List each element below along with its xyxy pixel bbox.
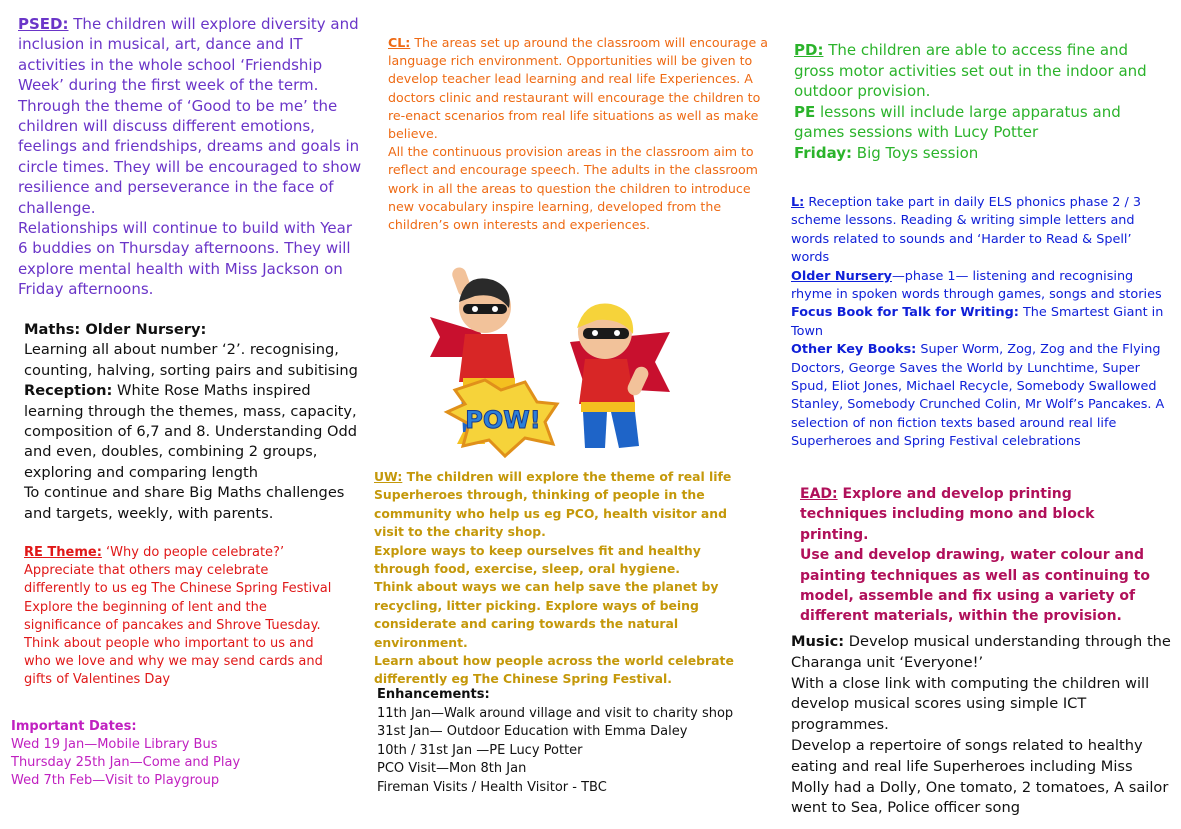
dates-heading: Important Dates: (11, 719, 137, 734)
re-section (24, 544, 334, 690)
re-line: Appreciate that others may celebrate differently to us eg The Chinese Spring Festival (24, 563, 332, 597)
pow-text: POW! (465, 406, 541, 434)
important-dates-section (11, 718, 271, 790)
psed-heading: PSED: (18, 15, 69, 33)
cl-heading: CL: (388, 35, 411, 50)
music-paragraph-1 (791, 632, 1171, 674)
psed-section (18, 14, 363, 300)
maths-section (24, 320, 359, 524)
re-heading: RE Theme: (24, 545, 102, 560)
literacy-paragraph-1 (791, 194, 1171, 268)
maths-extra-text: To continue and share Big Maths challenges and targets, weekly, with parents. (24, 484, 345, 522)
uw-text-1: The children will explore the theme of real life Superheroes through, thinking of people in the community who help us eg PCO, health visitor and visit to the charity shop. (374, 469, 732, 540)
cl-text-1: The areas set up around the classroom will encourage a language rich environment. Opportunities will be given to develop teacher lead learning and real life Experiences. A doctors clinic and restaurant will encourage the children to re-enact scenarios from real life situations as well as make believe. (388, 35, 768, 142)
re-title-line (24, 544, 334, 562)
ead-paragraph-1 (800, 484, 1160, 545)
music-text-3: Develop a repertoire of songs related to healthy eating and real life Superheroes including Miss Molly had a Dolly, One tomato, 2 tomatoes, A sailor went to Sea, Police officer song (791, 736, 1169, 817)
uw-text-3: Think about ways we can help save the planet by recycling, litter picking. Explore ways of being considerate and caring towards the natural environment. (374, 579, 719, 650)
literacy-focus-paragraph (791, 304, 1171, 341)
literacy-books-paragraph (791, 341, 1171, 451)
re-line: Think about people who important to us and who we love and why we may send cards and gifts of Valentines Day (24, 636, 323, 688)
music-text-2: With a close link with computing the children will develop musical scores using simple ICT programmes. (791, 674, 1150, 734)
enhancement-item: PCO Visit—Mon 8th Jan (377, 761, 527, 777)
maths-reception-label: Reception: (24, 382, 113, 400)
date-item: Wed 7th Feb—Visit to Playgroup (11, 773, 220, 788)
literacy-heading: L: (791, 195, 805, 210)
maths-nursery-text: Learning all about number ‘2’. recognising, counting, halving, sorting pairs and subitising (24, 341, 358, 379)
music-section (791, 632, 1171, 819)
date-item: Wed 19 Jan—Mobile Library Bus (11, 737, 218, 752)
ead-heading: EAD: (800, 486, 838, 502)
psed-paragraph-1 (18, 14, 363, 218)
ead-text-1: Explore and develop printing techniques including mono and block printing. (800, 486, 1095, 543)
cl-text-2: All the continuous provision areas in the classroom aim to reflect and encourage speech. The adults in the classroom work in all the areas to question the children to introduce new vocabulary inspire learning, developed from the children’s own interests and experiences. (388, 144, 758, 233)
ead-section (800, 484, 1160, 627)
enhancements-heading: Enhancements: (377, 687, 490, 702)
re-question: ‘Why do people celebrate?’ (101, 545, 285, 560)
maths-reception-paragraph (24, 381, 359, 483)
pd-heading: PD: (794, 41, 824, 59)
re-line: Explore the beginning of lent and the significance of pancakes and Shrove Tuesday. (24, 599, 321, 633)
psed-text-2: Relationships will continue to build with Year 6 buddies on Thursday afternoons. They will explore mental health with Miss Jackson on Friday afternoons. (18, 219, 353, 299)
pd-friday-paragraph (794, 143, 1164, 164)
music-heading: Music: (791, 633, 845, 650)
literacy-text-1: Reception take part in daily ELS phonics phase 2 / 3 scheme lessons. Reading & writing simple letters and words related to sounds and ‘Harder to Read & Spell’ words (791, 195, 1141, 266)
ead-text-2: Use and develop drawing, water colour and painting techniques as well as continuing to model, assemble and fix using a variety of different materials, within the provision. (800, 547, 1150, 625)
maths-heading: Maths: Older Nursery: (24, 321, 207, 338)
uw-paragraph-1 (374, 468, 752, 542)
superhero-girl-icon (570, 304, 670, 449)
pd-pe-text: lessons will include large apparatus and games sessions with Lucy Potter (794, 102, 1121, 142)
psed-text-1: The children will explore diversity and inclusion in musical, art, dance and IT activities in the whole school ‘Friendship Week’ during the first week of the term. Through the theme of ‘Good to be me’ the children will discuss different emotions, feelings and friendships, dreams and goals in circle times. They will be encouraged to show resilience and perseverance in the face of challenge. (18, 15, 362, 217)
enhancement-item: 31st Jan— Outdoor Education with Emma Daley (377, 724, 688, 740)
pd-pe-paragraph (794, 102, 1164, 143)
pd-friday-text: Big Toys session (852, 143, 979, 162)
literacy-nursery-paragraph (791, 268, 1171, 305)
literacy-nursery-text: —phase 1— listening and recognising rhyme in spoken words through games, songs and stories (791, 268, 1162, 303)
pow-burst-icon (447, 380, 557, 456)
literacy-nursery-label: Older Nursery (791, 268, 892, 284)
music-text-1: Develop musical understanding through the Charanga unit ‘Everyone!’ (791, 633, 1171, 671)
pd-paragraph-1 (794, 40, 1164, 102)
uw-heading: UW: (374, 469, 403, 484)
date-item: Thursday 25th Jan—Come and Play (11, 755, 241, 770)
pd-friday-label: Friday: (794, 143, 853, 162)
enhancement-item: Fireman Visits / Health Visitor - TBC (377, 779, 607, 795)
pd-text-1: The children are able to access fine and gross motor activities set out in the indoor and outdoor provision. (794, 41, 1147, 101)
enhancement-item: 11th Jan—Walk around village and visit to charity shop (377, 705, 734, 721)
literacy-books-label: Other Key Books: (791, 342, 917, 358)
pd-section (794, 40, 1164, 164)
maths-reception-text: White Rose Maths inspired learning through the themes, mass, capacity, composition of 6,7 and 8. Understanding Odd and even, doubles, combining 2 groups, exploring and comparing length (24, 382, 357, 481)
uw-text-4: Learn about how people across the world celebrate differently eg The Chinese Spring Festival. (374, 653, 734, 687)
literacy-focus-text: The Smartest Giant in Town (791, 305, 1164, 339)
literacy-focus-label: Focus Book for Talk for Writing: (791, 305, 1019, 321)
enhancement-item: 10th / 31st Jan —PE Lucy Potter (377, 742, 583, 758)
enhancements-section (377, 686, 757, 798)
literacy-books-text: Super Worm, Zog, Zog and the Flying Doctors, George Saves the World by Lunchtime, Super Spud, Eliot Jones, Michael Recycle, Somebody Swallowed Stanley, Somebody Crunched Colin, Mr Wolf’s Pancakes. A selection of non fiction texts based around real life Superheroes and Spring Festival celebrations (791, 342, 1165, 450)
literacy-section (791, 194, 1171, 452)
cl-paragraph-1 (388, 34, 778, 143)
pd-pe-label: PE (794, 102, 816, 121)
uw-text-2: Explore ways to keep ourselves fit and healthy through food, exercise, sleep, oral hygiene. (374, 542, 701, 577)
uw-section (374, 468, 752, 689)
cl-section (388, 34, 778, 234)
superhero-illustration (425, 262, 675, 460)
